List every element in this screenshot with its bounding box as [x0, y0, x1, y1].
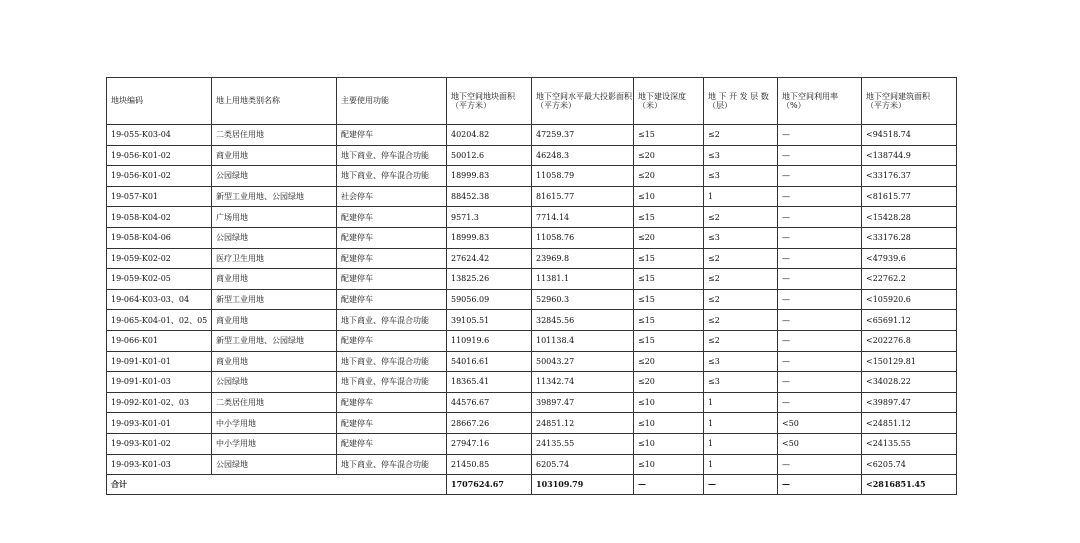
- cell-plot-code: 19-056-K01-02: [107, 145, 212, 166]
- cell-floor-area: <138744.9: [862, 145, 957, 166]
- cell-plot-code: 19-092-K01-02、03: [107, 392, 212, 413]
- cell-max-projection: 39897.47: [532, 392, 634, 413]
- total-rate: —: [778, 475, 862, 495]
- cell-utilization-rate: —: [778, 310, 862, 331]
- cell-depth: ≤10: [634, 454, 704, 475]
- table-row: [107, 186, 957, 207]
- cell-plot-area: 18999.83: [447, 227, 532, 248]
- cell-plot-area: 28667.26: [447, 413, 532, 434]
- table-row: [107, 351, 957, 372]
- cell-levels: 1: [704, 413, 778, 434]
- cell-floor-area: <6205.74: [862, 454, 957, 475]
- cell-floor-area: <34028.22: [862, 372, 957, 393]
- cell-max-projection: 24135.55: [532, 433, 634, 454]
- cell-max-projection: 11342.74: [532, 372, 634, 393]
- table-row: [107, 433, 957, 454]
- cell-plot-area: 27947.16: [447, 433, 532, 454]
- cell-depth: ≤15: [634, 269, 704, 290]
- header-row: [107, 78, 957, 125]
- cell-floor-area: <202276.8: [862, 330, 957, 351]
- cell-depth: ≤15: [634, 310, 704, 331]
- cell-plot-area: 40204.82: [447, 125, 532, 146]
- cell-utilization-rate: —: [778, 392, 862, 413]
- cell-utilization-rate: <50: [778, 413, 862, 434]
- table-row: [107, 248, 957, 269]
- cell-land-category: 广场用地: [212, 207, 337, 228]
- cell-depth: ≤10: [634, 392, 704, 413]
- cell-max-projection: 11381.1: [532, 269, 634, 290]
- cell-main-function: 配建停车: [337, 330, 447, 351]
- cell-plot-area: 13825.26: [447, 269, 532, 290]
- cell-plot-area: 54016.61: [447, 351, 532, 372]
- total-depth: —: [634, 475, 704, 495]
- cell-plot-code: 19-091-K01-03: [107, 372, 212, 393]
- cell-plot-code: 19-093-K01-02: [107, 433, 212, 454]
- cell-main-function: 地下商业、停车混合功能: [337, 145, 447, 166]
- cell-utilization-rate: —: [778, 269, 862, 290]
- cell-plot-area: 50012.6: [447, 145, 532, 166]
- cell-depth: ≤15: [634, 207, 704, 228]
- cell-utilization-rate: —: [778, 186, 862, 207]
- cell-plot-code: 19-093-K01-01: [107, 413, 212, 434]
- cell-levels: ≤2: [704, 289, 778, 310]
- cell-floor-area: <39897.47: [862, 392, 957, 413]
- cell-levels: ≤2: [704, 248, 778, 269]
- table-row: [107, 289, 957, 310]
- table-row: [107, 145, 957, 166]
- cell-floor-area: <105920.6: [862, 289, 957, 310]
- cell-utilization-rate: —: [778, 145, 862, 166]
- cell-floor-area: <47939.6: [862, 248, 957, 269]
- table-row: [107, 454, 957, 475]
- cell-levels: ≤3: [704, 145, 778, 166]
- cell-plot-code: 19-056-K01-02: [107, 166, 212, 187]
- cell-land-category: 二类居住用地: [212, 392, 337, 413]
- table-row: [107, 310, 957, 331]
- cell-floor-area: <33176.28: [862, 227, 957, 248]
- cell-levels: ≤3: [704, 166, 778, 187]
- cell-levels: 1: [704, 433, 778, 454]
- header-floor-area: 地下空间建筑面积 （平方米）: [862, 78, 957, 125]
- cell-plot-code: 19-091-K01-01: [107, 351, 212, 372]
- cell-floor-area: <81615.77: [862, 186, 957, 207]
- cell-levels: ≤3: [704, 372, 778, 393]
- cell-plot-code: 19-055-K03-04: [107, 125, 212, 146]
- cell-levels: ≤2: [704, 269, 778, 290]
- table-row: [107, 413, 957, 434]
- cell-main-function: 配建停车: [337, 207, 447, 228]
- total-levels: —: [704, 475, 778, 495]
- cell-plot-area: 27624.42: [447, 248, 532, 269]
- cell-utilization-rate: —: [778, 372, 862, 393]
- cell-land-category: 商业用地: [212, 269, 337, 290]
- cell-max-projection: 7714.14: [532, 207, 634, 228]
- cell-land-category: 公园绿地: [212, 372, 337, 393]
- total-projection: 103109.79: [532, 475, 634, 495]
- cell-max-projection: 24851.12: [532, 413, 634, 434]
- cell-plot-code: 19-059-K02-02: [107, 248, 212, 269]
- cell-depth: ≤15: [634, 289, 704, 310]
- cell-levels: 1: [704, 392, 778, 413]
- cell-floor-area: <65691.12: [862, 310, 957, 331]
- cell-plot-code: 19-059-K02-05: [107, 269, 212, 290]
- cell-max-projection: 6205.74: [532, 454, 634, 475]
- cell-utilization-rate: —: [778, 227, 862, 248]
- cell-levels: 1: [704, 186, 778, 207]
- cell-levels: 1: [704, 454, 778, 475]
- cell-max-projection: 81615.77: [532, 186, 634, 207]
- cell-max-projection: 47259.37: [532, 125, 634, 146]
- cell-land-category: 公园绿地: [212, 454, 337, 475]
- header-depth: 地下建设深度 （米）: [634, 78, 704, 125]
- table-row: [107, 330, 957, 351]
- cell-plot-area: 18365.41: [447, 372, 532, 393]
- cell-utilization-rate: —: [778, 330, 862, 351]
- cell-depth: ≤20: [634, 145, 704, 166]
- cell-plot-code: 19-093-K01-03: [107, 454, 212, 475]
- cell-levels: ≤2: [704, 310, 778, 331]
- cell-utilization-rate: —: [778, 454, 862, 475]
- cell-max-projection: 46248.3: [532, 145, 634, 166]
- cell-utilization-rate: —: [778, 248, 862, 269]
- cell-depth: ≤20: [634, 166, 704, 187]
- cell-utilization-rate: —: [778, 289, 862, 310]
- cell-land-category: 公园绿地: [212, 166, 337, 187]
- header-plot-code: 地块编码: [107, 78, 212, 125]
- cell-plot-code: 19-066-K01: [107, 330, 212, 351]
- cell-depth: ≤10: [634, 186, 704, 207]
- header-levels: 地 下 开 发 层 数 （层）: [704, 78, 778, 125]
- cell-land-category: 医疗卫生用地: [212, 248, 337, 269]
- cell-levels: ≤2: [704, 125, 778, 146]
- cell-levels: ≤2: [704, 330, 778, 351]
- cell-floor-area: <24135.55: [862, 433, 957, 454]
- cell-main-function: 配建停车: [337, 433, 447, 454]
- cell-land-category: 商业用地: [212, 145, 337, 166]
- header-utilization-rate: 地下空间利用率 （%）: [778, 78, 862, 125]
- cell-main-function: 配建停车: [337, 227, 447, 248]
- cell-utilization-rate: —: [778, 166, 862, 187]
- header-plot-area: 地下空间地块面积 （平方米）: [447, 78, 532, 125]
- table-row: [107, 269, 957, 290]
- cell-depth: ≤20: [634, 351, 704, 372]
- cell-land-category: 商业用地: [212, 310, 337, 331]
- cell-main-function: 地下商业、停车混合功能: [337, 310, 447, 331]
- cell-land-category: 中小学用地: [212, 413, 337, 434]
- total-label: 合计: [107, 475, 447, 495]
- cell-plot-area: 9571.3: [447, 207, 532, 228]
- header-main-function: 主要使用功能: [337, 78, 447, 125]
- cell-floor-area: <24851.12: [862, 413, 957, 434]
- cell-utilization-rate: —: [778, 125, 862, 146]
- table-row: [107, 207, 957, 228]
- total-row: [107, 475, 957, 495]
- cell-utilization-rate: <50: [778, 433, 862, 454]
- cell-main-function: 地下商业、停车混合功能: [337, 372, 447, 393]
- cell-floor-area: <15428.28: [862, 207, 957, 228]
- cell-plot-code: 19-058-K04-02: [107, 207, 212, 228]
- total-floor-area: <2816851.45: [862, 475, 957, 495]
- cell-depth: ≤20: [634, 227, 704, 248]
- cell-main-function: 配建停车: [337, 125, 447, 146]
- cell-max-projection: 52960.3: [532, 289, 634, 310]
- cell-levels: ≤3: [704, 351, 778, 372]
- cell-land-category: 新型工业用地: [212, 289, 337, 310]
- table-row: [107, 166, 957, 187]
- cell-max-projection: 101138.4: [532, 330, 634, 351]
- cell-land-category: 公园绿地: [212, 227, 337, 248]
- total-area: 1707624.67: [447, 475, 532, 495]
- cell-depth: ≤15: [634, 330, 704, 351]
- cell-max-projection: 11058.79: [532, 166, 634, 187]
- table-header: [107, 78, 957, 125]
- cell-main-function: 地下商业、停车混合功能: [337, 351, 447, 372]
- cell-floor-area: <33176.37: [862, 166, 957, 187]
- cell-main-function: 配建停车: [337, 413, 447, 434]
- land-use-table: [106, 77, 957, 495]
- cell-main-function: 配建停车: [337, 269, 447, 290]
- cell-utilization-rate: —: [778, 207, 862, 228]
- cell-floor-area: <94518.74: [862, 125, 957, 146]
- table-row: [107, 372, 957, 393]
- cell-max-projection: 32845.56: [532, 310, 634, 331]
- cell-plot-code: 19-064-K03-03、04: [107, 289, 212, 310]
- cell-main-function: 地下商业、停车混合功能: [337, 166, 447, 187]
- table-body: [107, 125, 957, 475]
- cell-main-function: 配建停车: [337, 392, 447, 413]
- cell-max-projection: 11058.76: [532, 227, 634, 248]
- cell-main-function: 社会停车: [337, 186, 447, 207]
- table-footer: [107, 475, 957, 495]
- cell-land-category: 新型工业用地、公园绿地: [212, 186, 337, 207]
- cell-floor-area: <150129.81: [862, 351, 957, 372]
- cell-main-function: 配建停车: [337, 248, 447, 269]
- cell-land-category: 新型工业用地、公园绿地: [212, 330, 337, 351]
- cell-plot-area: 39105.51: [447, 310, 532, 331]
- header-land-category: 地上用地类别名称: [212, 78, 337, 125]
- cell-plot-code: 19-057-K01: [107, 186, 212, 207]
- header-max-projection: 地下空间水平最大投影面积 （平方米）: [532, 78, 634, 125]
- cell-land-category: 二类居住用地: [212, 125, 337, 146]
- cell-levels: ≤2: [704, 207, 778, 228]
- cell-plot-area: 21450.85: [447, 454, 532, 475]
- cell-land-category: 商业用地: [212, 351, 337, 372]
- cell-plot-area: 18999.83: [447, 166, 532, 187]
- cell-main-function: 配建停车: [337, 289, 447, 310]
- cell-main-function: 地下商业、停车混合功能: [337, 454, 447, 475]
- cell-plot-area: 44576.67: [447, 392, 532, 413]
- cell-max-projection: 50043.27: [532, 351, 634, 372]
- cell-plot-code: 19-058-K04-06: [107, 227, 212, 248]
- cell-depth: ≤10: [634, 433, 704, 454]
- cell-floor-area: <22762.2: [862, 269, 957, 290]
- cell-plot-area: 110919.6: [447, 330, 532, 351]
- cell-utilization-rate: —: [778, 351, 862, 372]
- cell-land-category: 中小学用地: [212, 433, 337, 454]
- cell-depth: ≤15: [634, 248, 704, 269]
- cell-plot-area: 88452.38: [447, 186, 532, 207]
- cell-plot-code: 19-065-K04-01、02、05: [107, 310, 212, 331]
- table-row: [107, 125, 957, 146]
- cell-levels: ≤3: [704, 227, 778, 248]
- table-row: [107, 227, 957, 248]
- cell-depth: ≤20: [634, 372, 704, 393]
- cell-plot-area: 59056.09: [447, 289, 532, 310]
- table-row: [107, 392, 957, 413]
- cell-depth: ≤15: [634, 125, 704, 146]
- cell-max-projection: 23969.8: [532, 248, 634, 269]
- cell-depth: ≤10: [634, 413, 704, 434]
